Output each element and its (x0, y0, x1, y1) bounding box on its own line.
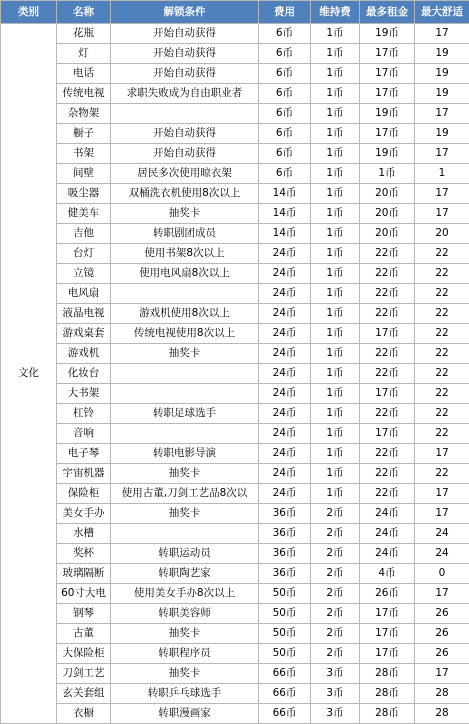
max-comfort-cell: 28 (415, 704, 469, 724)
max-rent-cell: 22币 (360, 364, 415, 384)
item-name-cell: 游戏机 (57, 344, 111, 364)
table-row (1, 404, 469, 424)
max-rent-cell: 26币 (360, 584, 415, 604)
max-rent-cell: 17币 (360, 644, 415, 664)
max-rent-cell: 17币 (360, 64, 415, 84)
table-row (1, 144, 469, 164)
header-category: 类别 (1, 1, 57, 24)
table-body (1, 24, 469, 724)
table-row (1, 624, 469, 644)
item-name-cell: 60寸大电 (57, 584, 111, 604)
unlock-condition-cell: 转职足球选手 (111, 404, 259, 424)
item-name-cell: 奖杯 (57, 544, 111, 564)
cost-cell: 6币 (259, 144, 311, 164)
max-rent-cell: 4币 (360, 564, 415, 584)
upkeep-cell: 1币 (311, 204, 360, 224)
unlock-condition-cell (111, 524, 259, 544)
unlock-condition-cell: 使用古董,刀剑工艺品8次以 (111, 484, 259, 504)
upkeep-cell: 1币 (311, 404, 360, 424)
table-row (1, 564, 469, 584)
header-cost: 费用 (259, 1, 311, 24)
max-rent-cell: 17币 (360, 424, 415, 444)
header-row (1, 1, 469, 24)
table-row (1, 344, 469, 364)
max-rent-cell: 28币 (360, 664, 415, 684)
unlock-condition-cell: 转职乒乓球选手 (111, 684, 259, 704)
max-comfort-cell: 26 (415, 624, 469, 644)
max-comfort-cell: 19 (415, 64, 469, 84)
max-rent-cell: 17币 (360, 384, 415, 404)
max-rent-cell: 22币 (360, 344, 415, 364)
max-comfort-cell: 22 (415, 404, 469, 424)
max-comfort-cell: 17 (415, 24, 469, 44)
max-comfort-cell: 17 (415, 104, 469, 124)
item-name-cell: 灯 (57, 44, 111, 64)
table-row (1, 24, 469, 44)
item-name-cell: 书架 (57, 144, 111, 164)
max-comfort-cell: 22 (415, 264, 469, 284)
item-name-cell: 保险柜 (57, 484, 111, 504)
item-name-cell: 吸尘器 (57, 184, 111, 204)
table-row (1, 484, 469, 504)
cost-cell: 24币 (259, 304, 311, 324)
unlock-condition-cell: 开始自动获得 (111, 144, 259, 164)
item-name-cell: 化妆台 (57, 364, 111, 384)
upkeep-cell: 1币 (311, 384, 360, 404)
table-row (1, 284, 469, 304)
item-name-cell: 花瓶 (57, 24, 111, 44)
unlock-condition-cell: 求职失败成为自由职业者 (111, 84, 259, 104)
unlock-condition-cell: 使用美女手办8次以上 (111, 584, 259, 604)
upkeep-cell: 1币 (311, 244, 360, 264)
unlock-condition-cell (111, 284, 259, 304)
upkeep-cell: 1币 (311, 304, 360, 324)
unlock-condition-cell: 转职剧团成员 (111, 224, 259, 244)
unlock-condition-cell: 开始自动获得 (111, 44, 259, 64)
category-cell: 文化 (1, 24, 57, 724)
item-name-cell: 健美车 (57, 204, 111, 224)
max-rent-cell: 20币 (360, 224, 415, 244)
cost-cell: 14币 (259, 204, 311, 224)
item-name-cell: 玄关套组 (57, 684, 111, 704)
max-comfort-cell: 22 (415, 244, 469, 264)
max-rent-cell: 22币 (360, 264, 415, 284)
upkeep-cell: 1币 (311, 24, 360, 44)
cost-cell: 50币 (259, 604, 311, 624)
cost-cell: 6币 (259, 64, 311, 84)
upkeep-cell: 1币 (311, 104, 360, 124)
item-name-cell: 杠铃 (57, 404, 111, 424)
max-rent-cell: 17币 (360, 124, 415, 144)
max-comfort-cell: 22 (415, 384, 469, 404)
cost-cell: 24币 (259, 464, 311, 484)
max-comfort-cell: 19 (415, 124, 469, 144)
table-row (1, 64, 469, 84)
cost-cell: 6币 (259, 24, 311, 44)
max-rent-cell: 20币 (360, 184, 415, 204)
upkeep-cell: 1币 (311, 484, 360, 504)
cost-cell: 6币 (259, 124, 311, 144)
max-rent-cell: 1币 (360, 164, 415, 184)
cost-cell: 6币 (259, 44, 311, 64)
max-rent-cell: 22币 (360, 444, 415, 464)
unlock-condition-cell: 转职电影导演 (111, 444, 259, 464)
table-row (1, 264, 469, 284)
max-comfort-cell: 22 (415, 324, 469, 344)
cost-cell: 6币 (259, 104, 311, 124)
cost-cell: 14币 (259, 184, 311, 204)
upkeep-cell: 1币 (311, 184, 360, 204)
cost-cell: 24币 (259, 244, 311, 264)
max-comfort-cell: 17 (415, 664, 469, 684)
upkeep-cell: 1币 (311, 444, 360, 464)
max-comfort-cell: 26 (415, 604, 469, 624)
upkeep-cell: 3币 (311, 664, 360, 684)
upkeep-cell: 3币 (311, 704, 360, 724)
cost-cell: 24币 (259, 264, 311, 284)
table-row (1, 584, 469, 604)
max-comfort-cell: 1 (415, 164, 469, 184)
table-row (1, 704, 469, 724)
max-comfort-cell: 17 (415, 184, 469, 204)
item-name-cell: 杂物架 (57, 104, 111, 124)
unlock-condition-cell (111, 424, 259, 444)
cost-cell: 6币 (259, 84, 311, 104)
table-row (1, 124, 469, 144)
table-row (1, 304, 469, 324)
max-rent-cell: 24币 (360, 504, 415, 524)
table-row (1, 444, 469, 464)
table-row (1, 44, 469, 64)
item-name-cell: 大书架 (57, 384, 111, 404)
cost-cell: 66币 (259, 664, 311, 684)
upkeep-cell: 2币 (311, 644, 360, 664)
cost-cell: 36币 (259, 504, 311, 524)
table-row (1, 464, 469, 484)
upkeep-cell: 2币 (311, 584, 360, 604)
max-rent-cell: 19币 (360, 144, 415, 164)
unlock-condition-cell: 抽奖卡 (111, 504, 259, 524)
cost-cell: 6币 (259, 164, 311, 184)
unlock-condition-cell (111, 384, 259, 404)
unlock-condition-cell: 抽奖卡 (111, 344, 259, 364)
item-name-cell: 宇宙机器 (57, 464, 111, 484)
cost-cell: 50币 (259, 644, 311, 664)
max-rent-cell: 17币 (360, 84, 415, 104)
unlock-condition-cell: 抽奖卡 (111, 624, 259, 644)
unlock-condition-cell: 抽奖卡 (111, 204, 259, 224)
max-rent-cell: 22币 (360, 244, 415, 264)
item-name-cell: 液晶电视 (57, 304, 111, 324)
table-row (1, 604, 469, 624)
unlock-condition-cell: 转职漫画家 (111, 704, 259, 724)
header-max-rent: 最多租金 (360, 1, 415, 24)
max-comfort-cell: 17 (415, 504, 469, 524)
item-name-cell: 传统电视 (57, 84, 111, 104)
max-comfort-cell: 19 (415, 84, 469, 104)
max-comfort-cell: 17 (415, 584, 469, 604)
unlock-condition-cell: 居民多次使用晾衣架 (111, 164, 259, 184)
max-comfort-cell: 26 (415, 644, 469, 664)
max-rent-cell: 19币 (360, 24, 415, 44)
upkeep-cell: 2币 (311, 564, 360, 584)
item-name-cell: 橱子 (57, 124, 111, 144)
table-row (1, 684, 469, 704)
header-unlock-condition: 解锁条件 (111, 1, 259, 24)
upkeep-cell: 1币 (311, 44, 360, 64)
unlock-condition-cell: 开始自动获得 (111, 124, 259, 144)
max-rent-cell: 17币 (360, 624, 415, 644)
max-rent-cell: 22币 (360, 304, 415, 324)
max-comfort-cell: 22 (415, 304, 469, 324)
upkeep-cell: 1币 (311, 164, 360, 184)
item-name-cell: 立镜 (57, 264, 111, 284)
unlock-condition-cell: 开始自动获得 (111, 64, 259, 84)
unlock-condition-cell: 转职美容师 (111, 604, 259, 624)
table-row (1, 164, 469, 184)
table-row (1, 324, 469, 344)
upkeep-cell: 1币 (311, 324, 360, 344)
upkeep-cell: 1币 (311, 224, 360, 244)
upkeep-cell: 2币 (311, 624, 360, 644)
cost-cell: 36币 (259, 544, 311, 564)
max-comfort-cell: 17 (415, 204, 469, 224)
unlock-condition-cell: 转职程序员 (111, 644, 259, 664)
table-row (1, 84, 469, 104)
item-name-cell: 间壁 (57, 164, 111, 184)
upkeep-cell: 3币 (311, 684, 360, 704)
upkeep-cell: 1币 (311, 84, 360, 104)
table-row (1, 244, 469, 264)
upkeep-cell: 2币 (311, 504, 360, 524)
item-name-cell: 美女手办 (57, 504, 111, 524)
upkeep-cell: 1币 (311, 464, 360, 484)
item-name-cell: 钢琴 (57, 604, 111, 624)
max-rent-cell: 19币 (360, 104, 415, 124)
table-row (1, 644, 469, 664)
unlock-condition-cell: 转职陶艺家 (111, 564, 259, 584)
unlock-condition-cell: 转职运动员 (111, 544, 259, 564)
unlock-condition-cell: 使用电风扇8次以上 (111, 264, 259, 284)
max-rent-cell: 22币 (360, 284, 415, 304)
table-row (1, 504, 469, 524)
item-name-cell: 吉他 (57, 224, 111, 244)
max-comfort-cell: 0 (415, 564, 469, 584)
item-name-cell: 刀剑工艺 (57, 664, 111, 684)
max-rent-cell: 17币 (360, 44, 415, 64)
unlock-condition-cell (111, 104, 259, 124)
table-row (1, 384, 469, 404)
item-name-cell: 古董 (57, 624, 111, 644)
max-rent-cell: 22币 (360, 404, 415, 424)
table-row (1, 204, 469, 224)
max-rent-cell: 24币 (360, 524, 415, 544)
max-comfort-cell: 19 (415, 44, 469, 64)
upkeep-cell: 1币 (311, 344, 360, 364)
header-name: 名称 (57, 1, 111, 24)
max-comfort-cell: 22 (415, 364, 469, 384)
cost-cell: 24币 (259, 404, 311, 424)
max-comfort-cell: 22 (415, 424, 469, 444)
upkeep-cell: 2币 (311, 524, 360, 544)
item-name-cell: 音响 (57, 424, 111, 444)
upkeep-cell: 1币 (311, 424, 360, 444)
max-comfort-cell: 17 (415, 444, 469, 464)
max-comfort-cell: 24 (415, 544, 469, 564)
item-name-cell: 玻璃隔断 (57, 564, 111, 584)
cost-cell: 24币 (259, 364, 311, 384)
upkeep-cell: 1币 (311, 144, 360, 164)
upkeep-cell: 1币 (311, 264, 360, 284)
cost-cell: 24币 (259, 344, 311, 364)
max-rent-cell: 22币 (360, 484, 415, 504)
upkeep-cell: 1币 (311, 124, 360, 144)
table-row (1, 224, 469, 244)
max-rent-cell: 20币 (360, 204, 415, 224)
max-rent-cell: 22币 (360, 464, 415, 484)
upkeep-cell: 2币 (311, 604, 360, 624)
cost-cell: 24币 (259, 424, 311, 444)
max-rent-cell: 17币 (360, 324, 415, 344)
table-row (1, 424, 469, 444)
cost-cell: 24币 (259, 444, 311, 464)
cost-cell: 36币 (259, 524, 311, 544)
unlock-condition-cell: 抽奖卡 (111, 664, 259, 684)
table-row (1, 104, 469, 124)
item-name-cell: 大保险柜 (57, 644, 111, 664)
cost-cell: 50币 (259, 584, 311, 604)
item-name-cell: 台灯 (57, 244, 111, 264)
unlock-condition-cell: 开始自动获得 (111, 24, 259, 44)
max-rent-cell: 28币 (360, 704, 415, 724)
unlock-condition-cell: 抽奖卡 (111, 464, 259, 484)
unlock-condition-cell (111, 364, 259, 384)
table-row (1, 364, 469, 384)
max-rent-cell: 17币 (360, 604, 415, 624)
max-comfort-cell: 24 (415, 524, 469, 544)
item-name-cell: 电风扇 (57, 284, 111, 304)
upkeep-cell: 1币 (311, 364, 360, 384)
item-name-cell: 游戏桌套 (57, 324, 111, 344)
table-row (1, 524, 469, 544)
cost-cell: 24币 (259, 384, 311, 404)
unlock-condition-cell: 双桶洗衣机使用8次以上 (111, 184, 259, 204)
cost-cell: 36币 (259, 564, 311, 584)
max-comfort-cell: 17 (415, 484, 469, 504)
max-rent-cell: 24币 (360, 544, 415, 564)
item-name-cell: 水槽 (57, 524, 111, 544)
header-upkeep: 维持费 (311, 1, 360, 24)
header-max-comfort: 最大舒适 (415, 1, 469, 24)
cost-cell: 50币 (259, 624, 311, 644)
max-comfort-cell: 22 (415, 284, 469, 304)
item-name-cell: 电子琴 (57, 444, 111, 464)
max-comfort-cell: 28 (415, 684, 469, 704)
upkeep-cell: 1币 (311, 64, 360, 84)
max-comfort-cell: 22 (415, 344, 469, 364)
upkeep-cell: 2币 (311, 544, 360, 564)
unlock-condition-cell: 游戏机使用8次以上 (111, 304, 259, 324)
table-row (1, 544, 469, 564)
cost-cell: 24币 (259, 484, 311, 504)
cost-cell: 24币 (259, 324, 311, 344)
unlock-condition-cell: 传统电视使用8次以上 (111, 324, 259, 344)
cost-cell: 14币 (259, 224, 311, 244)
max-rent-cell: 28币 (360, 684, 415, 704)
max-comfort-cell: 20 (415, 224, 469, 244)
unlock-condition-cell: 使用书架8次以上 (111, 244, 259, 264)
max-comfort-cell: 22 (415, 464, 469, 484)
item-name-cell: 电话 (57, 64, 111, 84)
upkeep-cell: 1币 (311, 284, 360, 304)
cost-cell: 66币 (259, 704, 311, 724)
cost-cell: 66币 (259, 684, 311, 704)
cost-cell: 24币 (259, 284, 311, 304)
table-row (1, 184, 469, 204)
item-name-cell: 衣橱 (57, 704, 111, 724)
table-row (1, 664, 469, 684)
max-comfort-cell: 17 (415, 144, 469, 164)
